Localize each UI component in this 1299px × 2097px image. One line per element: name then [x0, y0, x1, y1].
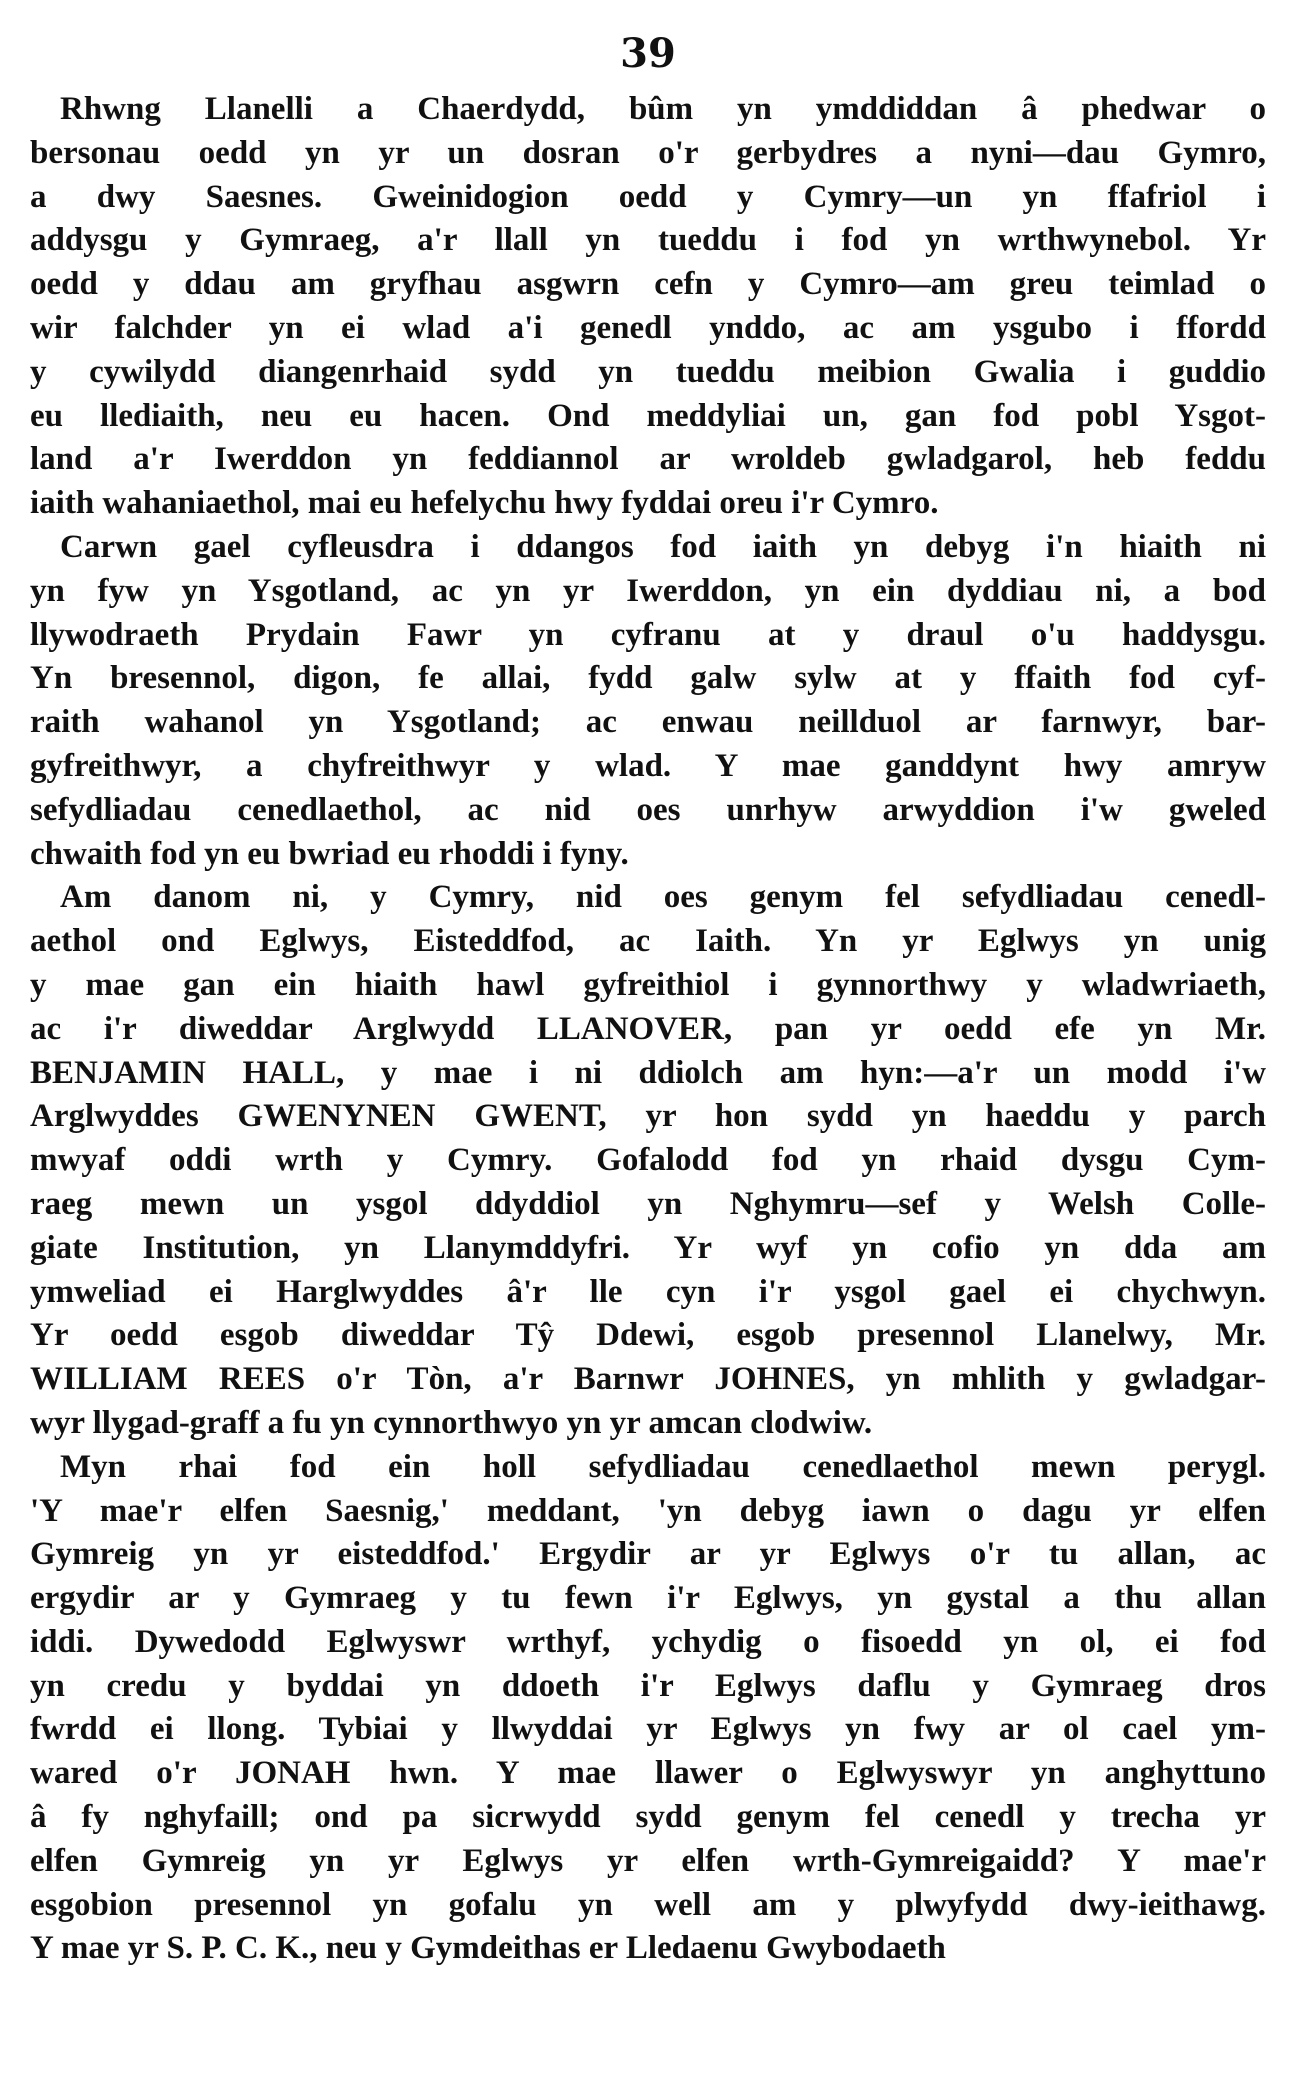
text-line: iddi. Dywedodd Eglwyswr wrthyf, ychydig o fisoedd yn ol, ei fod	[30, 1623, 1266, 1660]
text-line: giate Institution, yn Llanymddyfri. Yr wyf yn cofio yn dda am	[30, 1229, 1266, 1266]
text-line: Yr oedd esgob diweddar Tŷ Ddewi, esgob presennol Llanelwy, Mr.	[30, 1317, 1266, 1354]
text-line: 'Y mae'r elfen Saesnig,' meddant, 'yn debyg iawn o dagu yr elfen	[30, 1492, 1266, 1529]
text-line: yn credu y byddai yn ddoeth i'r Eglwys daflu y Gymraeg dros	[30, 1667, 1266, 1704]
text-line: elfen Gymreig yn yr Eglwys yr elfen wrth-Gymreigaidd? Y mae'r	[30, 1842, 1266, 1879]
text-line: bersonau oedd yn yr un dosran o'r gerbydres a nyni—dau Gymro,	[30, 134, 1266, 171]
body-text	[30, 88, 1266, 1971]
paragraph	[30, 526, 1266, 876]
text-line: ac i'r diweddar Arglwydd LLANOVER, pan yr oedd efe yn Mr.	[30, 1010, 1266, 1047]
book-page	[30, 30, 1266, 2070]
text-line: llywodraeth Prydain Fawr yn cyfranu at y draul o'u haddysgu.	[30, 616, 1266, 653]
text-line: Carwn gael cyfleusdra i ddangos fod iaith yn debyg i'n hiaith ni	[60, 528, 1266, 565]
text-line: wir falchder yn ei wlad a'i genedl ynddo, ac am ysgubo i ffordd	[30, 309, 1266, 346]
text-line: BENJAMIN HALL, y mae i ni ddiolch am hyn:—a'r un modd i'w	[30, 1054, 1266, 1091]
text-line: eu llediaith, neu eu hacen. Ond meddyliai un, gan fod pobl Ysgot-	[30, 397, 1266, 434]
text-line: Am danom ni, y Cymry, nid oes genym fel sefydliadau cenedl-	[60, 879, 1266, 916]
text-line: addysgu y Gymraeg, a'r llall yn tueddu i fod yn wrthwynebol. Yr	[30, 222, 1266, 259]
text-line: Rhwng Llanelli a Chaerdydd, bûm yn ymddiddan â phedwar o	[60, 91, 1266, 127]
text-line: esgobion presennol yn gofalu yn well am y plwyfydd dwy-ieithawg.	[30, 1886, 1266, 1923]
text-line: yn fyw yn Ysgotland, ac yn yr Iwerddon, yn ein dyddiau ni, a bod	[30, 572, 1266, 609]
text-line: Myn rhai fod ein holl sefydliadau cenedlaethol mewn perygl.	[60, 1448, 1266, 1485]
text-line: gyfreithwyr, a chyfreithwyr y wlad. Y mae ganddynt hwy amryw	[30, 747, 1266, 784]
text-line: y cywilydd diangenrhaid sydd yn tueddu meibion Gwalia i guddio	[30, 353, 1266, 390]
paragraph	[30, 88, 1266, 526]
text-line: WILLIAM REES o'r Tòn, a'r Barnwr JOHNES, yn mhlith y gwladgar-	[30, 1361, 1266, 1398]
text-line: wared o'r JONAH hwn. Y mae llawer o Eglwyswyr yn anghyttuno	[30, 1755, 1266, 1792]
text-line: fwrdd ei llong. Tybiai y llwyddai yr Eglwys yn fwy ar ol cael ym-	[30, 1711, 1266, 1748]
text-line: a dwy Saesnes. Gweinidogion oedd y Cymry—un yn ffafriol i	[30, 178, 1266, 215]
paragraph	[30, 1446, 1266, 1972]
text-line: aethol ond Eglwys, Eisteddfod, ac Iaith. Yn yr Eglwys yn unig	[30, 923, 1266, 960]
text-line: ymweliad ei Harglwyddes â'r lle cyn i'r ysgol gael ei chychwyn.	[30, 1273, 1266, 1310]
text-line: raith wahanol yn Ysgotland; ac enwau neillduol ar farnwyr, bar-	[30, 704, 1266, 741]
text-line: land a'r Iwerddon yn feddiannol ar wroldeb gwladgarol, heb feddu	[30, 441, 1266, 478]
text-line: y mae gan ein hiaith hawl gyfreithiol i gynnorthwy y wladwriaeth,	[30, 966, 1266, 1003]
text-line: iaith wahaniaethol, mai eu hefelychu hwy fyddai oreu i'r Cymro.	[30, 485, 939, 522]
text-line: Gymreig yn yr eisteddfod.' Ergydir ar yr Eglwys o'r tu allan, ac	[30, 1536, 1266, 1573]
text-line: mwyaf oddi wrth y Cymry. Gofalodd fod yn rhaid dysgu Cym-	[30, 1142, 1266, 1179]
text-line: raeg mewn un ysgol ddyddiol yn Nghymru—sef y Welsh Colle-	[30, 1185, 1266, 1222]
text-line: ergydir ar y Gymraeg y tu fewn i'r Eglwys, yn gystal a thu allan	[30, 1580, 1266, 1617]
paragraph	[30, 876, 1266, 1445]
text-line: Arglwyddes GWENYNEN GWENT, yr hon sydd yn haeddu y parch	[30, 1098, 1266, 1135]
text-line: chwaith fod yn eu bwriad eu rhoddi i fyny.	[30, 835, 629, 872]
text-line: wyr llygad-graff a fu yn cynnorthwyo yn yr amcan clodwiw.	[30, 1404, 873, 1441]
text-line: oedd y ddau am gryfhau asgwrn cefn y Cymro—am greu teimlad o	[30, 266, 1266, 303]
text-line: Y mae yr S. P. C. K., neu y Gymdeithas er Lledaenu Gwybodaeth	[30, 1930, 946, 1967]
page-number: 39	[620, 30, 676, 77]
text-line: sefydliadau cenedlaethol, ac nid oes unrhyw arwyddion i'w gweled	[30, 791, 1266, 828]
text-line: Yn bresennol, digon, fe allai, fydd galw sylw at y ffaith fod cyf-	[30, 660, 1266, 697]
text-line: â fy nghyfaill; ond pa sicrwydd sydd genym fel cenedl y trecha yr	[30, 1799, 1266, 1836]
